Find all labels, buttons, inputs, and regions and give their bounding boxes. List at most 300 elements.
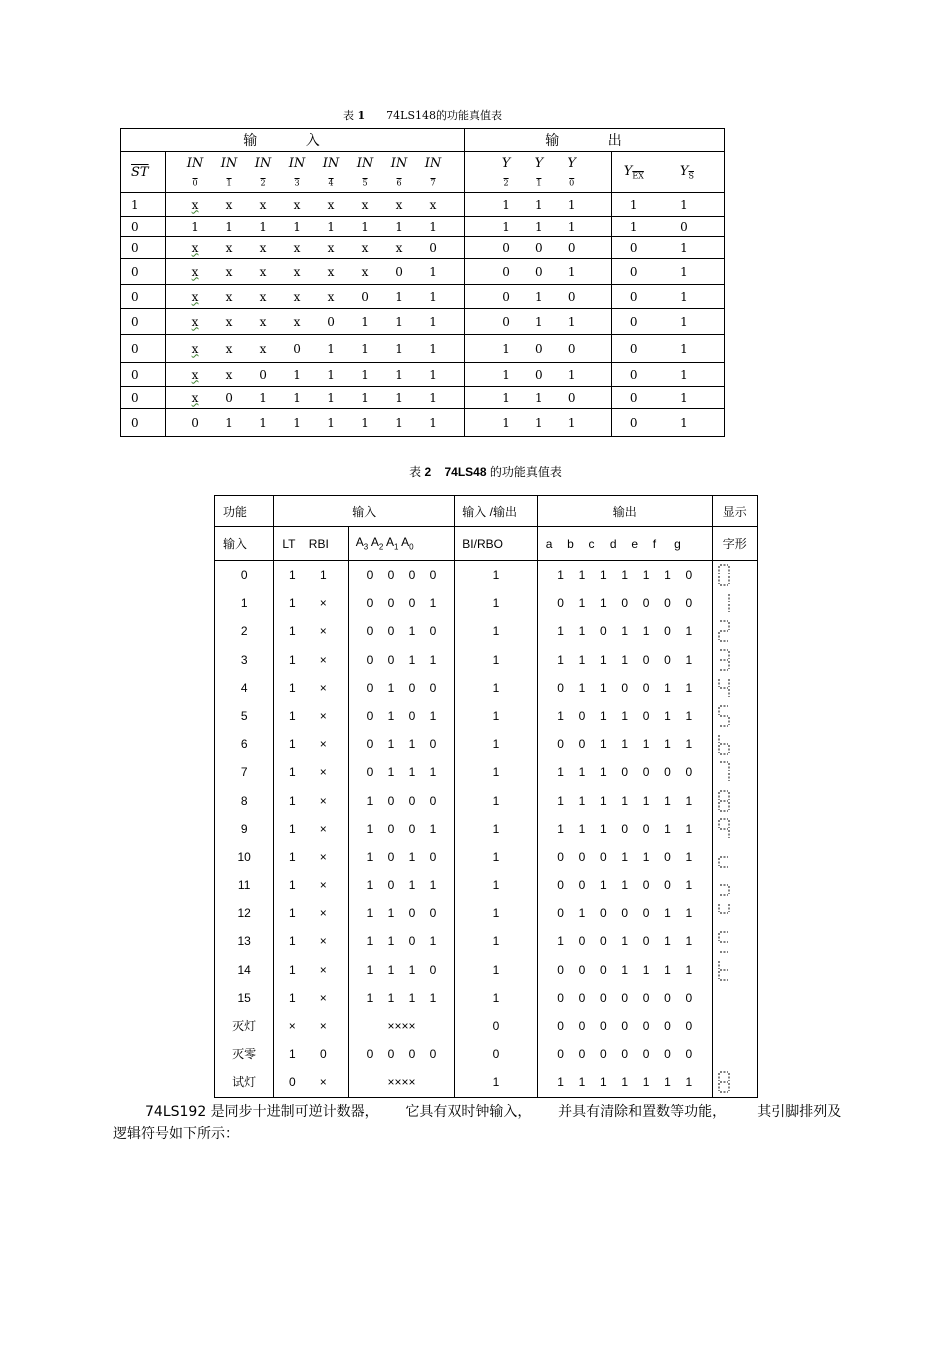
func-value: 试灯 (232, 1075, 257, 1090)
segment-bit: 0 (664, 878, 671, 893)
rbi-value: × (319, 849, 327, 864)
segment-bit: 1 (599, 568, 607, 582)
yex-label: $Y_{EX}$ (623, 163, 644, 181)
table2-caption-chip: 74LS48 (444, 465, 487, 479)
segment-bit: 0 (642, 652, 650, 667)
segment-bit: 0 (664, 1047, 671, 1062)
segment-bit: 1 (664, 568, 671, 582)
ys-value: 1 (680, 367, 688, 382)
table1-row (121, 237, 725, 259)
segment-bits (538, 843, 712, 871)
a-sub: 1 (394, 542, 399, 552)
in-value: 0 (429, 240, 437, 255)
yex-ys-cells (611, 193, 724, 217)
in-value: x (361, 264, 369, 279)
y-value: 0 (502, 264, 510, 279)
a-bit: 1 (366, 849, 374, 864)
lt-value: 1 (288, 652, 296, 667)
ys-value: 1 (680, 264, 688, 279)
a-bit: 0 (429, 1047, 437, 1062)
a-bits-value (349, 561, 455, 589)
y-value: 0 (567, 240, 576, 255)
segment-bit: 1 (685, 624, 693, 639)
a-bit: 0 (366, 596, 374, 611)
y-cells (465, 363, 612, 387)
y-value: 1 (502, 197, 510, 212)
lt-value: 1 (288, 934, 296, 949)
segment-bit: 1 (664, 737, 671, 752)
segment-bit: 0 (664, 596, 671, 611)
lt-rbi-value (274, 646, 347, 674)
segment-bit: 1 (557, 793, 564, 808)
segment-bit: 1 (599, 708, 607, 723)
in-cells (166, 259, 465, 285)
ys-value: 0 (680, 219, 688, 234)
in-value: x (327, 264, 335, 279)
segment-bits (538, 956, 712, 984)
st-cell: 0 (121, 363, 166, 387)
a-bit: 1 (387, 737, 395, 752)
segment-label-e: e (631, 536, 638, 551)
display-glyph (713, 589, 757, 617)
a-bit: 0 (366, 1047, 374, 1062)
in-value: x (259, 341, 267, 356)
ys-value: 1 (680, 415, 688, 430)
a-bit: 1 (387, 680, 395, 695)
in-value: x (259, 197, 267, 212)
segment-bits (538, 589, 712, 617)
segment-bit: 0 (599, 1019, 607, 1033)
segment-bit: 1 (664, 1075, 671, 1090)
segment-bit: 1 (642, 1075, 650, 1090)
segment-bit: 1 (599, 765, 607, 780)
a-bits-value (349, 589, 455, 617)
segment-bit: 1 (557, 624, 564, 639)
segment-bit: 0 (642, 1047, 650, 1062)
func-value: 6 (240, 737, 248, 752)
y-value: 1 (502, 390, 510, 405)
segment-bit: 1 (621, 878, 629, 893)
in-value: x (293, 240, 301, 255)
a-bit: 0 (387, 596, 395, 611)
a-bit: 0 (366, 568, 374, 582)
y-value: 1 (567, 367, 576, 382)
in-cells (166, 217, 465, 237)
a-bit: 1 (366, 934, 374, 949)
para-text-2: 它具有双时钟输入， (405, 1104, 532, 1120)
a-bits-column (348, 561, 455, 1098)
rbi-value: × (319, 737, 327, 752)
in-value: 0 (225, 390, 233, 405)
segment-bit: 0 (557, 596, 564, 611)
table1-caption (120, 107, 725, 123)
in-value: 1 (293, 415, 301, 430)
segment-bit: 0 (578, 1047, 586, 1062)
a-bit: 0 (429, 624, 437, 639)
a-bits-value (349, 1068, 455, 1096)
segment-bit: 0 (642, 934, 650, 949)
table1-row (121, 193, 725, 217)
a-bit: 1 (429, 765, 437, 780)
lt-rbi-value (274, 843, 347, 871)
in-value: 1 (429, 289, 437, 304)
lt-rbi-header (274, 527, 348, 561)
segment-bit: 1 (599, 878, 607, 893)
segment-bit: 1 (599, 680, 607, 695)
in-value: x (191, 240, 199, 255)
segment-bit: 1 (664, 906, 671, 921)
segment-bits (538, 815, 712, 843)
y-value: 1 (502, 219, 510, 234)
segment-bit: 1 (685, 821, 693, 836)
lt-rbi-value (274, 1068, 347, 1096)
segment-bit: 1 (621, 934, 629, 949)
a-bit: 0 (366, 737, 374, 752)
bi-rbo-value: 1 (492, 934, 500, 949)
ys-value: 1 (680, 289, 688, 304)
table1-row (121, 409, 725, 437)
in-cells (166, 387, 465, 409)
yex-ys-cells (611, 217, 724, 237)
segment-bit: 1 (685, 793, 693, 808)
a-bits-value (349, 702, 455, 730)
lt-value: 1 (288, 793, 296, 808)
segment-output-column (537, 561, 712, 1098)
segment-bit: 1 (557, 934, 564, 949)
a-bit: 1 (387, 906, 395, 921)
a-bit: 0 (408, 821, 416, 836)
a-bit: 1 (429, 934, 437, 949)
y-value: 1 (535, 219, 543, 234)
segment-bit: 1 (621, 793, 629, 808)
bi-rbo-value: 1 (492, 680, 500, 695)
yex-ys-cells (611, 237, 724, 259)
display-glyph-column (712, 561, 757, 1098)
bi-rbo-value: 1 (492, 878, 500, 893)
in-cells (166, 193, 465, 217)
a-bit: 0 (408, 1047, 416, 1062)
segment-bit: 1 (621, 962, 629, 977)
a-bits-dontcare: ×××× (387, 1019, 416, 1033)
display-glyph (713, 1040, 757, 1068)
bi-rbo-column (455, 561, 537, 1098)
a-bits-value (349, 646, 455, 674)
segment-bit: 1 (621, 624, 629, 639)
func-value: 0 (240, 568, 248, 582)
rbi-value: × (319, 596, 327, 611)
lt-rbi-value (274, 589, 347, 617)
table1-row (121, 285, 725, 309)
y-value: 1 (535, 289, 543, 304)
in-value: 1 (429, 314, 437, 329)
func-header-top: 功能 (215, 496, 274, 527)
in-value: 0 (327, 314, 335, 329)
rbi-value: × (319, 821, 327, 836)
in-value: 1 (429, 390, 437, 405)
y-cells (465, 259, 612, 285)
in-value: 1 (395, 367, 403, 382)
bi-rbo-value: 1 (492, 652, 500, 667)
segment-label-c: c (588, 536, 595, 551)
table1-st-header (121, 152, 166, 193)
in-value: 1 (293, 390, 301, 405)
segment-bit: 0 (642, 821, 650, 836)
bi-rbo-value: 1 (492, 708, 500, 723)
a-bits-value (349, 617, 455, 645)
yex-value: 0 (629, 390, 638, 405)
segment-bit: 1 (685, 652, 693, 667)
lt-value: 1 (288, 962, 296, 977)
lt-rbi-value (274, 674, 347, 702)
lt-value: 1 (288, 624, 296, 639)
bi-rbo-value: 1 (492, 821, 500, 836)
segment-bit: 0 (664, 652, 671, 667)
a-bit: 0 (408, 596, 416, 611)
in-value: 1 (259, 415, 267, 430)
in4-label: $IN_4$ (322, 156, 340, 188)
lt-rbi-value (274, 1012, 347, 1040)
segment-bit: 0 (642, 708, 650, 723)
segment-bit: 0 (664, 765, 671, 780)
segment-bit: 0 (642, 878, 650, 893)
segment-bit: 1 (685, 1075, 693, 1090)
lt-value: 1 (288, 906, 296, 921)
in-value: x (395, 240, 403, 255)
lt-rbi-value (274, 758, 347, 786)
segment-bit: 1 (664, 793, 671, 808)
in0-label: $IN_0$ (186, 156, 204, 188)
segment-bit: 0 (642, 906, 650, 921)
rbi-value: × (319, 652, 327, 667)
lt-value: 1 (288, 878, 296, 893)
bi-rbo-value: 1 (492, 990, 500, 1005)
table1-row (121, 387, 725, 409)
st-cell: 0 (121, 237, 166, 259)
in-value: x (395, 197, 403, 212)
table1-row (121, 363, 725, 387)
a-bit: 1 (366, 878, 374, 893)
lt-rbi-value (274, 871, 347, 899)
segment-bit: 1 (599, 737, 607, 752)
segment-bit: 0 (621, 680, 629, 695)
segment-bit: 1 (578, 568, 586, 582)
lt-value: 1 (288, 737, 296, 752)
func-value: 15 (237, 990, 251, 1005)
st-cell: 0 (121, 409, 166, 437)
a-bit: 1 (429, 596, 437, 611)
lt-value: 1 (288, 596, 296, 611)
a-bit: 0 (387, 652, 395, 667)
table2-caption (214, 463, 757, 480)
in-value: 0 (361, 289, 369, 304)
a-bit: 0 (429, 793, 437, 808)
segment-label-f: f (652, 536, 657, 551)
lt-rbi-value (274, 617, 347, 645)
bi-rbo-value: 1 (492, 737, 500, 752)
a-bit: 0 (429, 568, 437, 582)
segment-label-d: d (609, 536, 617, 551)
in-value: 0 (293, 341, 301, 356)
segment-bits (538, 617, 712, 645)
a-bit: 0 (387, 1047, 395, 1062)
segment-bit: 0 (685, 568, 693, 582)
in-value: x (429, 197, 437, 212)
rbi-value: × (319, 1075, 327, 1090)
a-bit: 1 (366, 962, 374, 977)
y-value: 1 (502, 415, 510, 430)
ys-value: 1 (680, 314, 688, 329)
bi-rbo-value: 1 (492, 962, 500, 977)
segment-bit: 0 (578, 990, 586, 1005)
lt-rbi-value (274, 984, 347, 1012)
table1-input-header: 输 入 (121, 129, 465, 152)
a-bit: 1 (408, 737, 416, 752)
table2-74ls48-truth-table (214, 495, 758, 1098)
segment-bit: 0 (621, 596, 629, 611)
segment-bit: 1 (557, 765, 564, 780)
func-column (215, 561, 274, 1098)
y-value: 0 (567, 289, 576, 304)
y-value: 0 (567, 390, 576, 405)
a-bit: 1 (387, 934, 395, 949)
table1-row (121, 217, 725, 237)
lt-value: 1 (288, 568, 296, 582)
a-label: A (386, 535, 395, 550)
in-value: x (225, 289, 233, 304)
bi-rbo-header: BI/RBO (455, 527, 537, 561)
a-bit: 1 (408, 765, 416, 780)
a-bit: 0 (366, 652, 374, 667)
segment-bit: 0 (557, 962, 564, 977)
a-bit: 1 (366, 906, 374, 921)
lt-rbi-value (274, 1040, 347, 1068)
a-bit: 1 (366, 793, 374, 808)
in-value: 1 (327, 415, 335, 430)
table1-yex-ys-headers (611, 152, 724, 193)
in-value: x (327, 240, 335, 255)
segment-bits (538, 1068, 712, 1096)
y0-label: $Y_0$ (567, 156, 576, 188)
a-bit: 1 (429, 708, 437, 723)
segment-bit: 1 (599, 1075, 607, 1090)
a-bit: 1 (387, 765, 395, 780)
in-cells (166, 237, 465, 259)
st-cell: 1 (121, 193, 166, 217)
in-value: x (361, 240, 369, 255)
a-bit: 0 (387, 849, 395, 864)
segment-bit: 0 (685, 1047, 693, 1062)
segment-bit: 1 (621, 568, 629, 582)
a-bits-value (349, 956, 455, 984)
in-value: 1 (293, 219, 301, 234)
yex-value: 0 (629, 341, 638, 356)
func-value: 10 (237, 849, 251, 864)
y-value: 0 (535, 240, 543, 255)
table1-caption-prefix: 表 (343, 109, 354, 122)
segment-bit: 1 (578, 793, 586, 808)
func-value: 11 (237, 878, 251, 893)
a-bit: 1 (429, 652, 437, 667)
rbi-value: 0 (319, 1047, 327, 1062)
rbi-value: × (319, 962, 327, 977)
segment-bit: 0 (621, 906, 629, 921)
in-value: 1 (225, 415, 233, 430)
segment-bit: 0 (685, 990, 693, 1005)
in-value: 1 (361, 367, 369, 382)
segment-bit: 1 (642, 737, 650, 752)
ys-value: 1 (680, 240, 688, 255)
table2-caption-prefix: 表 (409, 465, 422, 479)
lt-rbi-value (274, 899, 347, 927)
segment-bit: 0 (642, 596, 650, 611)
in-value: x (191, 367, 199, 382)
in-value: x (259, 314, 267, 329)
display-glyph (713, 843, 757, 871)
func-value: 2 (240, 624, 248, 639)
segment-bits (538, 702, 712, 730)
in-value: x (225, 367, 233, 382)
input-header: 输入 (274, 496, 455, 527)
in-value: x (361, 197, 369, 212)
lt-value: 1 (288, 1047, 296, 1062)
in2-label: $IN_2$ (254, 156, 272, 188)
in-value: 1 (361, 390, 369, 405)
rbi-label: RBI (308, 536, 329, 551)
func-value: 5 (240, 708, 248, 723)
in-value: 1 (361, 341, 369, 356)
a-bit: 0 (387, 568, 395, 582)
a-bit: 1 (387, 962, 395, 977)
table1-y-headers (465, 152, 612, 193)
a-bit: 0 (429, 680, 437, 695)
in-value: 1 (327, 341, 335, 356)
in-value: x (293, 197, 301, 212)
bi-rbo-value: 1 (492, 1075, 500, 1090)
in-value: 1 (327, 367, 335, 382)
a-bits-value (349, 730, 455, 758)
a-bit: 1 (408, 624, 416, 639)
para-text-5: 逻辑符号如下所示： (113, 1126, 239, 1142)
display-glyph (713, 787, 757, 815)
a-bits-value (349, 1012, 455, 1040)
y-value: 1 (567, 219, 576, 234)
segment-bit: 0 (642, 990, 650, 1005)
lt-rbi-value (274, 702, 347, 730)
in-value: 1 (191, 219, 199, 234)
in-value: 1 (395, 289, 403, 304)
ys-value: 1 (680, 341, 688, 356)
bi-rbo-value: 1 (492, 793, 500, 808)
in-cells (166, 363, 465, 387)
table1-row (121, 309, 725, 335)
in-value: x (191, 341, 199, 356)
in-value: 1 (361, 314, 369, 329)
in6-label: $IN_6$ (390, 156, 408, 188)
segment-bit: 0 (642, 765, 650, 780)
segment-bits (538, 674, 712, 702)
in7-label: $IN_7$ (424, 156, 442, 188)
rbi-value: × (319, 906, 327, 921)
a-bit: 1 (366, 821, 374, 836)
segment-bit: 0 (578, 708, 586, 723)
bi-rbo-value: 1 (492, 568, 500, 582)
in-cells (166, 409, 465, 437)
segment-bit: 1 (578, 596, 586, 611)
st-cell: 0 (121, 335, 166, 363)
yex-value: 0 (629, 264, 638, 279)
display-glyph (713, 561, 757, 589)
lt-value: 1 (288, 821, 296, 836)
